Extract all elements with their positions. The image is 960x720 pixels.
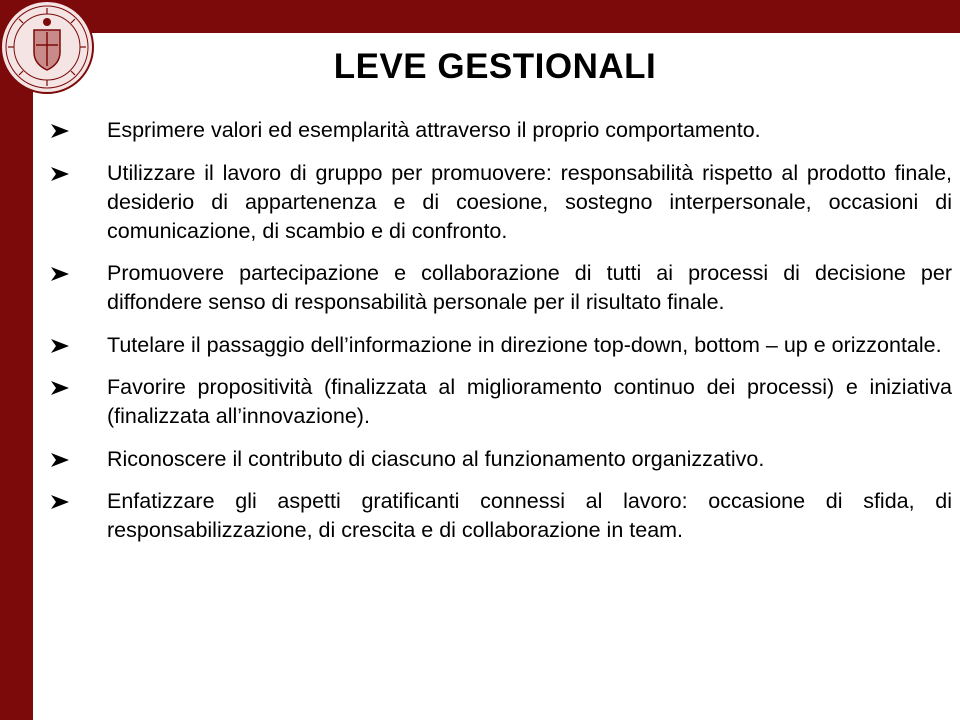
bullet-text: Promuovere partecipazione e collaborazione di tutti ai processi di decisione per diffondere senso di responsabilità personale per il risultato finale. [107,261,952,314]
arrow-bullet-icon [50,380,70,396]
list-item [47,259,952,317]
list-item [47,331,952,360]
list-item [47,373,952,431]
left-frame-bar [0,0,33,720]
arrow-bullet-icon [50,266,70,282]
bullet-list [47,116,952,559]
bullet-text: Utilizzare il lavoro di gruppo per promuovere: responsabilità rispetto al prodotto finale, desiderio di appartenenza e di coesione, sostegno interpersonale, occasioni di comunicazione, di scambio e di confronto. [107,160,952,243]
bullet-text: Tutelare il passaggio dell’informazione in direzione top-down, bottom – up e orizzontale. [107,332,942,357]
list-item [47,116,952,145]
list-item [47,159,952,246]
list-item [47,487,952,545]
arrow-bullet-icon [50,452,70,468]
bullet-text: Esprimere valori ed esemplarità attraverso il proprio comportamento. [107,118,761,142]
top-frame-bar [0,0,960,33]
slide-title: LEVE GESTIONALI [333,47,657,86]
list-item [47,445,952,474]
university-seal-icon [0,0,100,100]
arrow-bullet-icon [50,494,70,510]
arrow-bullet-icon [50,338,70,354]
bullet-text: Enfatizzare gli aspetti gratificanti connessi al lavoro: occasione di sfida, di responsabilizzazione, di crescita e di collaborazione in team. [107,489,952,542]
bullet-text: Favorire propositività (finalizzata al miglioramento continuo dei processi) e iniziativa (finalizzata all’innovazione). [107,375,952,428]
bullet-text: Riconoscere il contributo di ciascuno al funzionamento organizzativo. [107,446,765,471]
arrow-bullet-icon [50,123,70,139]
arrow-bullet-icon [50,166,70,182]
